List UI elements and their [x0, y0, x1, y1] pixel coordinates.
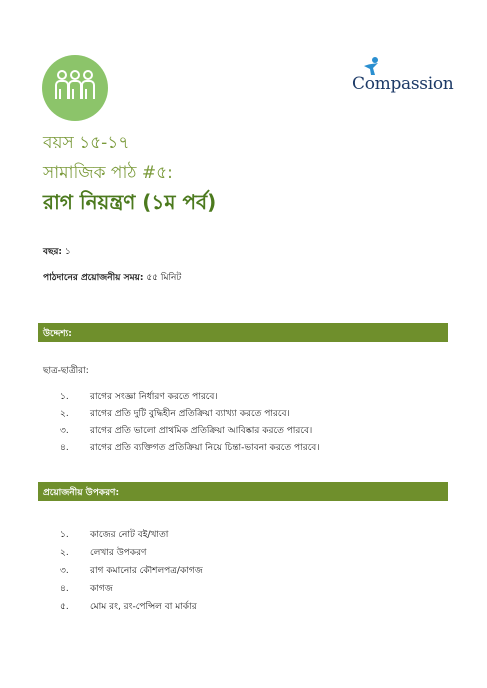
item-text: রাগের প্রতি ব্যক্তিগত প্রতিক্রিয়া নিয়ে চিন্তা-ভাবনা করতে পারবে।: [90, 443, 320, 453]
item-number: ১.: [60, 392, 69, 402]
group-of-people-icon: [42, 55, 108, 121]
materials-header: [38, 482, 448, 501]
time-value: ৫৫ মিনিট: [146, 273, 182, 283]
item-number: ৩.: [60, 426, 69, 436]
logo-wordmark: Compassion: [352, 74, 454, 94]
item-text: রাগের প্রতি দুটি বুদ্ধিহীন প্রতিক্রিয়া ব্যাখ্যা করতে পারবে।: [90, 409, 290, 419]
objectives-header: [38, 323, 448, 342]
compassion-logo: [352, 58, 452, 98]
objectives-heading: উদ্দেশ্য:: [43, 329, 72, 339]
item-number: ৩.: [60, 566, 69, 576]
item-number: ২.: [60, 548, 69, 558]
item-text: রাগের সংজ্ঞা নির্ধারণ করতে পারবে।: [90, 392, 218, 402]
item-number: ১.: [60, 530, 69, 540]
compassion-figure-icon: [362, 56, 382, 76]
item-text: মোম রং, রং-পেন্সিল বা মার্কার: [90, 602, 197, 612]
year-value: ১: [64, 247, 71, 257]
item-text: রাগের প্রতি ভালো প্রাথমিক প্রতিক্রিয়া আবিষ্কার করতে পারবে।: [90, 426, 313, 436]
item-number: ৪.: [60, 443, 69, 453]
materials-heading: প্রয়োজনীয় উপকরণ:: [43, 488, 120, 498]
lesson-main-title: রাগ নিয়ন্ত্রণ (১ম পর্ব): [43, 190, 217, 214]
year-line: [43, 244, 71, 259]
item-text: কাগজ: [90, 584, 113, 594]
item-text: লেখার উপকরণ: [90, 548, 147, 558]
item-number: ৪.: [60, 584, 69, 594]
item-text: রাগ কমানোর কৌশলপত্র/কাগজ: [90, 566, 203, 576]
item-number: ৫.: [60, 602, 69, 612]
time-line: [43, 270, 181, 285]
time-label: পাঠদানের প্রয়োজনীয় সময়:: [43, 273, 144, 283]
item-number: ২.: [60, 409, 69, 419]
objectives-intro: ছাত্র-ছাত্রীরা:: [43, 366, 89, 376]
year-label: বছর:: [43, 247, 63, 257]
item-text: কাজের নোট বই/খাতা: [90, 530, 169, 540]
age-range-title: বয়স ১৫-১৭: [43, 133, 130, 153]
lesson-number-title: সামাজিক পাঠ #৫:: [43, 163, 173, 183]
